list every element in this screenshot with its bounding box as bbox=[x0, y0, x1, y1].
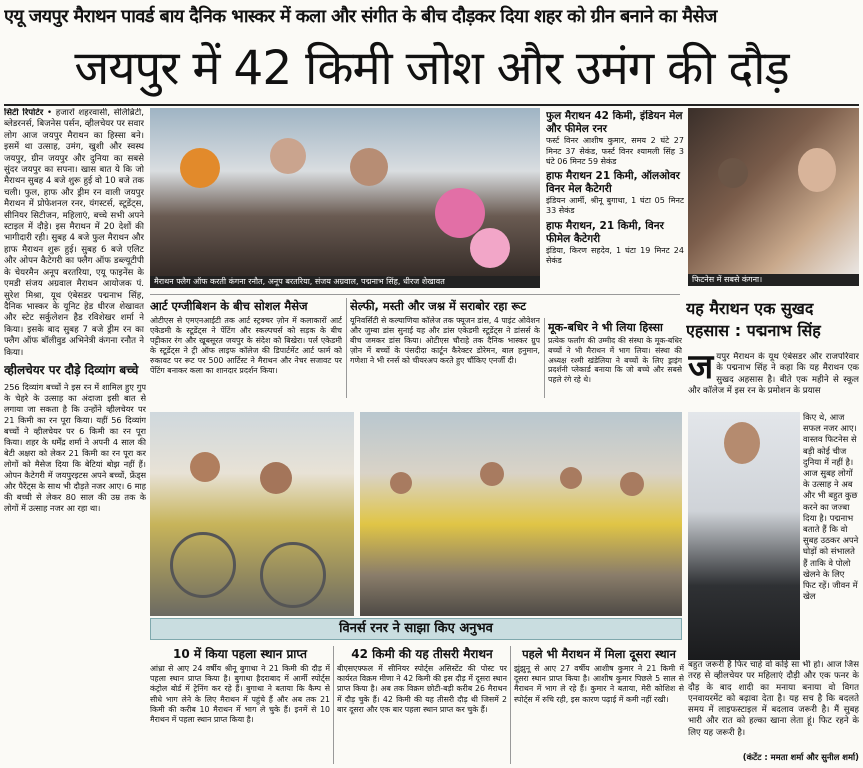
padmanabh-text-top bbox=[688, 352, 859, 412]
main-headline: जयपुर में 42 किमी जोश और उमंग की दौड़ bbox=[74, 41, 789, 96]
result-half-female-title: हाफ मैराथन, 21 किमी, विनर फीमेल कैटेगरी bbox=[546, 219, 664, 245]
first-place-title: 10 में किया पहला स्थान प्राप्त bbox=[173, 647, 307, 661]
padmanabh-title: यह मैराथन एक सुखद एहसास : पद्मनाभ सिंह bbox=[686, 299, 821, 340]
padmanabh-text-narrow: किए थे, आज सफल नजर आए। वास्तव फिटनेस से बड़ी कोई चीज दुनिया में नहीं है। आज सुबह लोगों के उत्साह ने अब और भी बहुत कुछ करने का जज्बा दिया है। पद्मनाभ बताते हैं कि वो सुबह उठकर अपने घोड़ों को संभालते हैं ताकि वे पोलो खेलने के लिए फिट रहें। जीवन में खेल bbox=[803, 412, 859, 602]
result-half-female-text: इंडिया, किरण सहदेव, 1 घंटा 19 मिनट 24 सेकंड bbox=[546, 245, 684, 265]
results-box bbox=[546, 110, 684, 318]
content-credit: (कंटेंट : ममता शर्मा और सुनील शर्मा) bbox=[742, 752, 859, 762]
result-full-title: फुल मैराथन 42 किमी, इंडियन मेल और फीमेल रनर bbox=[546, 110, 683, 135]
second-place-title: पहले भी मैराथन में मिला दूसरा स्थान bbox=[522, 647, 676, 661]
result-half-open-title: हाफ मैराथन 21 किमी, ऑलओवर विनर मेल कैटेगरी bbox=[546, 169, 680, 195]
winners-banner: विनर्स रनर ने साझा किए अनुभव bbox=[150, 618, 682, 640]
selfie-title: सेल्फी, मस्ती और जश्न में सराबोर रहा रूट bbox=[350, 299, 527, 313]
art-text: ओटीएस से एमएनआईटी तक आर्ट स्ट्रक्चर ज़ोन में कलाकारों आर्ट एकेडमी के स्टूडेंट्स ने पेंटिंग और स्कल्पचर्स को सड़क के बीच पट्टीकार रंग और खूबसूरत जयपुर के संदेश को बिखेरा। पर्ल एकेडमी के स्टूडेंट्स ने ट्री ऑफ लाइफ कॉलेज की डिपार्टमेंट आर्ट फार्म को रुकावट पर रूट पर 500 आर्टिस्ट ने मैराथन और नेचर सजावट पर पेंटिंग बनाकर कला का शानदार प्रदर्शन किया। bbox=[150, 316, 342, 375]
result-half-open-text: इंडियन आर्मी, श्रीनू बुगाथा, 1 घंटा 05 मिनट 33 सेकंड bbox=[546, 195, 684, 215]
lead-byline: सिटी रिपोर्टर bbox=[4, 108, 44, 118]
padmanabh-intro: यपुर मैराथन के यूथ एंबेसडर और राजपरिवार के पद्मनाभ सिंह ने कहा कि यह मैराथन एक सुखद अहसास है। बीते एक महीने से स्कूल और कॉलेज में इस रन के प्रमोशन के प्रयास bbox=[688, 352, 859, 397]
col-divider-1 bbox=[346, 298, 347, 398]
padmanabh-text-bottom: बहुत जरूरी है फिर चाहे वो कोई सा भी हो। आज जिस तरह से व्हीलचेयर पर महिलाएं दौड़ी और एक फनर के दौड़ के बाद शादी का मनाया बनाया वो विगत एनवायरमेंट को बढ़ावा देता है। यह सच है कि बदलते समय में लाइफस्टाइल में बदलाव जरूरी है। मैं सुबह भारी और रात को हल्का खाना लेता हूं। फिट रहने के लिए यह जरूरी है। bbox=[688, 660, 859, 738]
mid-rule bbox=[150, 294, 680, 295]
art-title: आर्ट एग्जीबिशन के बीच सोशल मैसेज bbox=[150, 299, 308, 313]
event-photo bbox=[150, 108, 540, 288]
padmanabh-photo bbox=[688, 412, 800, 660]
col-divider-2 bbox=[544, 318, 545, 398]
kicker-headline: एयू जयपुर मैराथन पावर्ड बाय दैनिक भास्कर में कला और संगीत के बीच दौड़कर दिया शहर को ग्रीन बनाने का मैसेज bbox=[4, 6, 717, 27]
third-marathon-title: 42 किमी की यह तीसरी मैराथन bbox=[351, 647, 493, 661]
deaf-title: मूक-बधिर ने भी लिया हिस्सा bbox=[548, 321, 663, 334]
wheelchair-photo bbox=[150, 412, 354, 616]
event-photo-caption: मैराथन फ्लैग ऑफ करती कंगना रनौत, अनूप बरतरिया, संजय अग्रवाल, पद्मनाभ सिंह, धीरज शेखावत bbox=[150, 276, 540, 288]
deaf-text: प्रत्येक फर्लांग की उम्मीद की संस्था के मूक-बधिर बच्चों ने भी मैराथन में भाग लिया। संस्था की अध्यक्ष रश्मी खंडेलिया ने बच्चों के लिए ड्राइंग प्रदर्शनी प्लेकार्ड बनाया कि जो बच्चे और सबसे पहले रंगे रहे थे। bbox=[548, 336, 682, 385]
padmanabh-drop-cap: ज bbox=[688, 352, 714, 387]
first-place-text: आंध्रा से आए 24 वर्षीय श्रीनू बुगाथा ने 21 किमी की दौड़ में पहला स्थान प्राप्त किया है। बुगाथा हैदराबाद में आर्मी स्पोर्ट्स कंट्रोल बोर्ड में ट्रेनिंग कर रहे हैं। बुगाथा ने बताया कि कैम्प से सीधे भाग लेने के लिए मैराथन में पहुंचे हैं और अब तक 21 किमी की करीब 10 मैराथन में भाग ले चुके हैं। इनमें से 10 मैराथन में पहला स्थान प्राप्त किया है। bbox=[150, 664, 330, 725]
kangana-photo-caption: फिटनेस में सबसे कंगना। bbox=[688, 274, 859, 286]
lead-article bbox=[4, 108, 144, 360]
lead-text: • हजारों शहरवासी, सेलिब्रिटी, ब्लेडरनर्स, बिजनेस पर्सन, व्हीलचेयर पर सवार लोग आज जयपुर मैराथन का हिस्सा बने। इसमें था उत्साह, उमंग, खुशी और स्वस्थ जयपुर, ग्रीन जयपुर और दुनिया का सबसे सुंदर जयपुर का सपना। खास बात ये कि जो मैराथन सुबह 4 बजे शुरू हुई वो 10 बजे तक चली। फुल, हाफ और ड्रीम रन वाली जयपुर मैराथन में प्रोफेशनल रनर, यंगस्टर्स, स्टूडेंट्स, सीनियर सिटीजन, महिलाएं, बच्चे सभी अपने स्टाइल में दौड़े। इस मैराथन में 20 देशों की भागीदारी रही। सुबह 4 बजे फुल मैराथन और हाफ मैराथन शुरू हुई। सुबह 6 बजे एलिट और ओपन कैटेगरी का फ्लैग ऑफ डब्ल्यूटीपी के चेयरमैन अनूप बरतरिया, एयू फाइनेंस के एमडी संजय अग्रवाल मैराथन आयोजक पं. सुरेश मिश्रा, यूथ एंबेसडर पद्मनाभ सिंह, दैनिक भास्कर के यूनिट हेड धीरज शेखावत और स्टेट सर्कुलेशन हैड रविशेखर शर्मा ने किया। इसके बाद सुबह 7 बजे ड्रीम रन का फ्लैग ऑफ बॉलीवुड अभिनेत्री कंगना रनौत ने किया। bbox=[4, 108, 144, 358]
wheelchair-text: 256 दिव्यांग बच्चों ने इस रन में शामिल हुए गुप के चेहरे के उत्साह का अंदाजा इसी बात से लगाया जा सकता है कि उन्होंने व्हीलचेयर पर 21 किमी का रन पूरा किया। यहीं 56 दिव्यांग बच्चों ने व्हीलचेयर पर 6 किमी का रन पूरा किया। शहर के धर्मेंद्र शर्मा ने अपनी 4 साल की बेटी अक्षरा को लेकर 21 किमी का रन पूरा कर लोगों को मैसेज दिया कि बेटियां बोझ नहीं हैं। ओपन कैटेगरी में जयपुरइटस अपने बच्चों, फ्रेंड्स और पैरेंट्स के साथ भी दौड़ते नजर आए। 6 माह की बच्ची से लेकर 80 साल की उम्र तक के लोगों में उत्साह नजर आ रहा था। bbox=[4, 382, 146, 513]
col-divider-3 bbox=[333, 646, 334, 764]
kangana-photo bbox=[688, 108, 859, 286]
col-divider-4 bbox=[510, 646, 511, 764]
selfie-text: यूनिवर्सिटी से कल्याणिया कॉलेज तक फ्यूजन डांस, 4 पाइंट ओवेशन और जुम्बा डांस सुनाई यह और डांस एकेडमी स्टूडेंट्स ने डांसर्स के बीच जमकर डांस किया। ओटीएस चौराहे तक दैनिक भास्कर ग्रुप ज़ोन में बच्चों के पंसदीदा कार्टून कैरेक्टर डोरेमन, बाल हनुमान, गणेशा ने भी रनर्स को चीयरअप करते हुए चौंकिए एनर्जी दी। bbox=[350, 316, 540, 365]
third-marathon-text: बीएसएफ्फल में सीनियर स्पोर्ट्स असिस्टेंट की पोस्ट पर कार्यरत विक्रम मीणा ने 42 किमी की इस दौड़ में दूसरा स्थान प्राप्त किया है। अब तक विक्रम छोटी-बड़ी करीब 26 मैराथन में दौड़ चुके हैं। 42 किमी की यह तीसरी दौड़ थी जिसमें 2 बार दूसरा और एक बार पहला स्थान प्राप्त कर चुके हैं। bbox=[337, 664, 507, 714]
wheelchair-title: व्हीलचेयर पर दौड़े दिव्यांग बच्चे bbox=[4, 363, 139, 377]
runners-photo bbox=[360, 412, 682, 616]
result-full-text: फर्स्ट विनर आशीष कुमार, समय 2 घंटे 27 मिनट 37 सेकंड, फर्स्ट विनर श्यामली सिंह 3 घंटे 06 मिनट 59 सेकंड bbox=[546, 136, 684, 166]
headline-rule bbox=[4, 104, 859, 106]
second-place-text: झुंझुनू से आए 27 वर्षीय आशीष कुमार ने 21 किमी में दूसरा स्थान प्राप्त किया है। आशीष कुमार पिछले 5 साल से मैराथन में भाग ले रहे हैं। कुमार ने बताया, मेरी कोशिश से स्पोर्ट्स में रुचि रही, इस कारण पढ़ाई में कमी नहीं रखी। bbox=[514, 664, 684, 704]
